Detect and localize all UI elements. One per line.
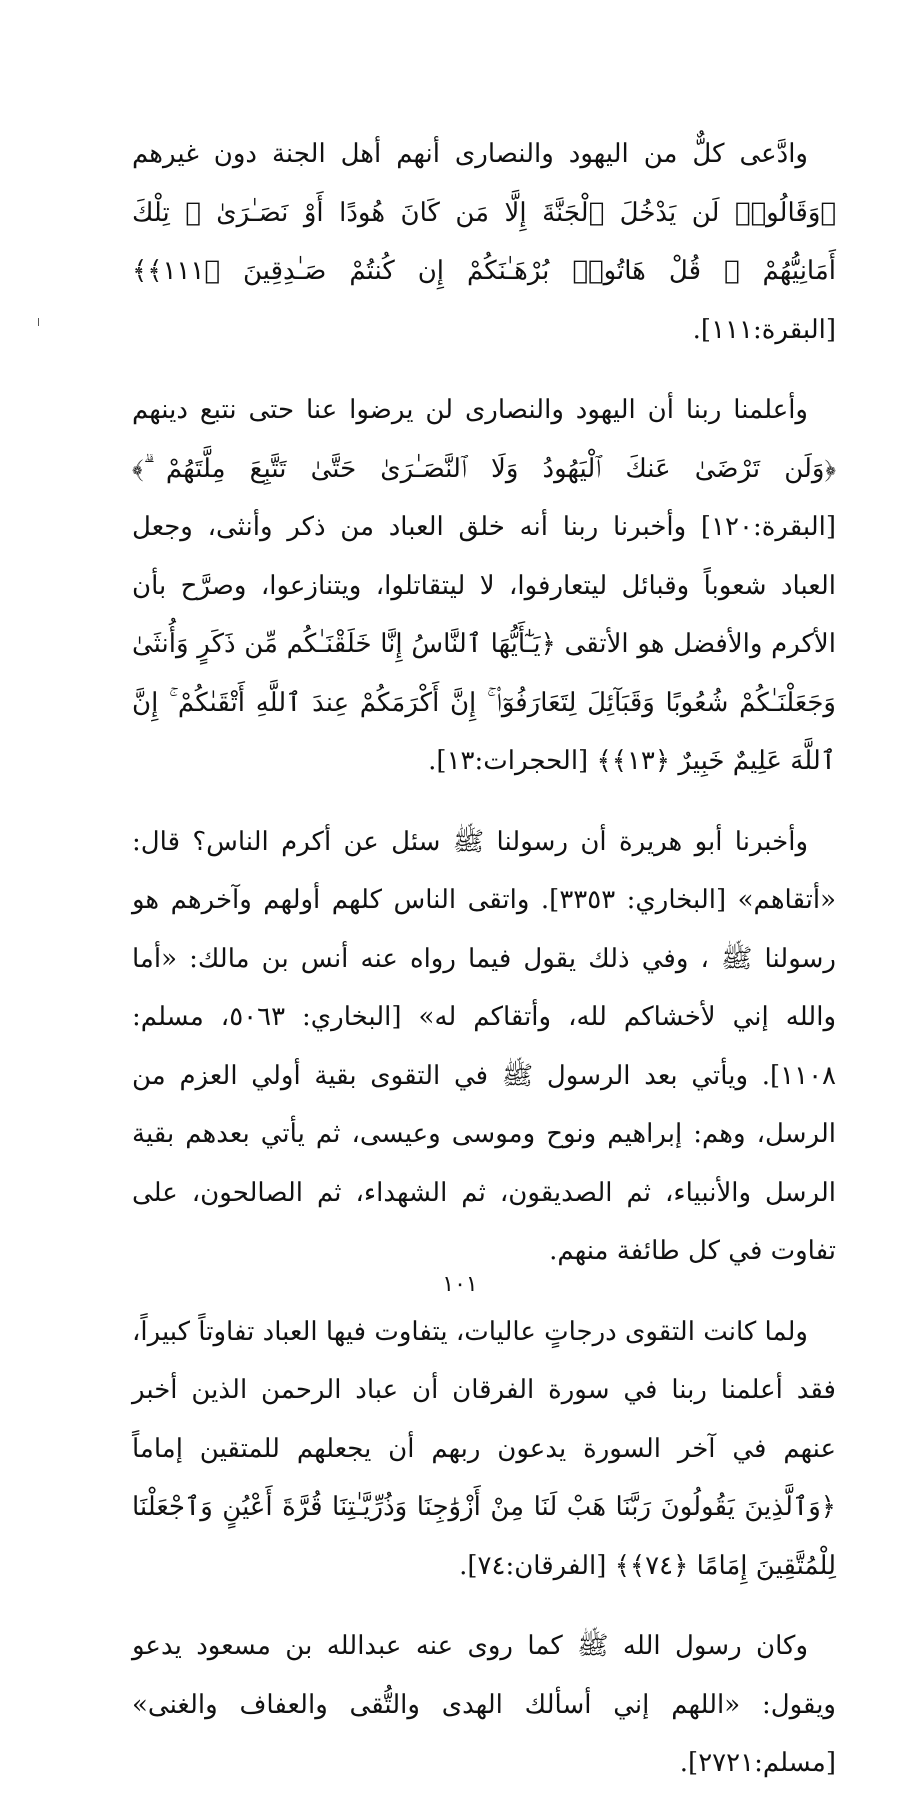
- body-text: [132, 125, 836, 1815]
- paragraph-4: ولما كانت التقوى درجاتٍ عاليات، يتفاوت فيها العباد تفاوتاً كبيراً، فقد أعلمنا ربنا في سورة الفرقان أن عباد الرحمن الذين أخبر عنهم في آخر السورة يدعون ربهم أن يجعلهم للمتقين إماماً ﴿وَٱلَّذِينَ يَقُولُونَ رَبَّنَا هَبْ لَنَا مِنْ أَزْوَٰجِنَا وَذُرِّيَّـٰتِنَا قُرَّةَ أَعْيُنٍ وَٱجْعَلْنَا لِلْمُتَّقِينَ إِمَامًا ﴿٧٤﴾﴾ [الفرقان:٧٤].: [132, 1316, 836, 1581]
- margin-mark: [38, 318, 39, 326]
- paragraph-5: وكان رسول الله ﷺ كما روى عنه عبدالله بن مسعود يدعو ويقول: «اللهم إني أسألك الهدى والتُّقى والعفاف والغنى» [مسلم:٢٧٢١].: [132, 1631, 836, 1778]
- page-number: ١٠١: [442, 1272, 478, 1297]
- paragraph-3: وأخبرنا أبو هريرة أن رسولنا ﷺ سئل عن أكرم الناس؟ قال: «أتقاهم» [البخاري: ٣٣٥٣]. واتقى الناس كلهم أولهم وآخرهم هو رسولنا ﷺ ، وفي ذلك يقول فيما رواه عنه أنس بن مالك: «أما والله إني لأخشاكم لله، وأتقاكم له» [البخاري: ٥٠٦٣، مسلم: ١١٠٨]. ويأتي بعد الرسول ﷺ في التقوى بقية أولي العزم من الرسل، وهم: إبراهيم ونوح وموسى وعيسى، ثم يأتي بعدهم بقية الرسل والأنبياء، ثم الصديقون، ثم الشهداء، ثم الصالحون، على تفاوت في كل طائفة منهم.: [132, 826, 836, 1266]
- paragraph-1: وادَّعى كلٌّ من اليهود والنصارى أنهم أهل الجنة دون غيرهم ﴿وَقَالُوا۟ لَن يَدْخُلَ ٱلْجَنَّةَ إِلَّا مَن كَانَ هُودًا أَوْ نَصَـٰرَىٰ ۗ تِلْكَ أَمَانِيُّهُمْ ۗ قُلْ هَاتُوا۟ بُرْهَـٰنَكُمْ إِن كُنتُمْ صَـٰدِقِينَ ﴿١١١﴾﴾ [البقرة:١١١].: [132, 139, 836, 345]
- paragraph-2: وأعلمنا ربنا أن اليهود والنصارى لن يرضوا عنا حتى نتبع دينهم ﴿وَلَن تَرْضَىٰ عَنكَ ٱلْيَهُودُ وَلَا ٱلنَّصَـٰرَىٰ حَتَّىٰ تَتَّبِعَ مِلَّتَهُمْ ۗ﴾ [البقرة:١٢٠] وأخبرنا ربنا أنه خلق العباد من ذكر وأنثى، وجعل العباد شعوباً وقبائل ليتعارفوا، لا ليتقاتلوا، ويتنازعوا، وصرَّح بأن الأكرم والأفضل هو الأتقى ﴿يَـٰٓأَيُّهَا ٱلنَّاسُ إِنَّا خَلَقْنَـٰكُم مِّن ذَكَرٍ وَأُنثَىٰ وَجَعَلْنَـٰكُمْ شُعُوبًا وَقَبَآئِلَ لِتَعَارَفُوٓا۟ ۚ إِنَّ أَكْرَمَكُمْ عِندَ ٱللَّهِ أَتْقَىٰكُمْ ۚ إِنَّ ٱللَّهَ عَلِيمٌ خَبِيرٌ ﴿١٣﴾﴾ [الحجرات:١٣].: [132, 395, 836, 776]
